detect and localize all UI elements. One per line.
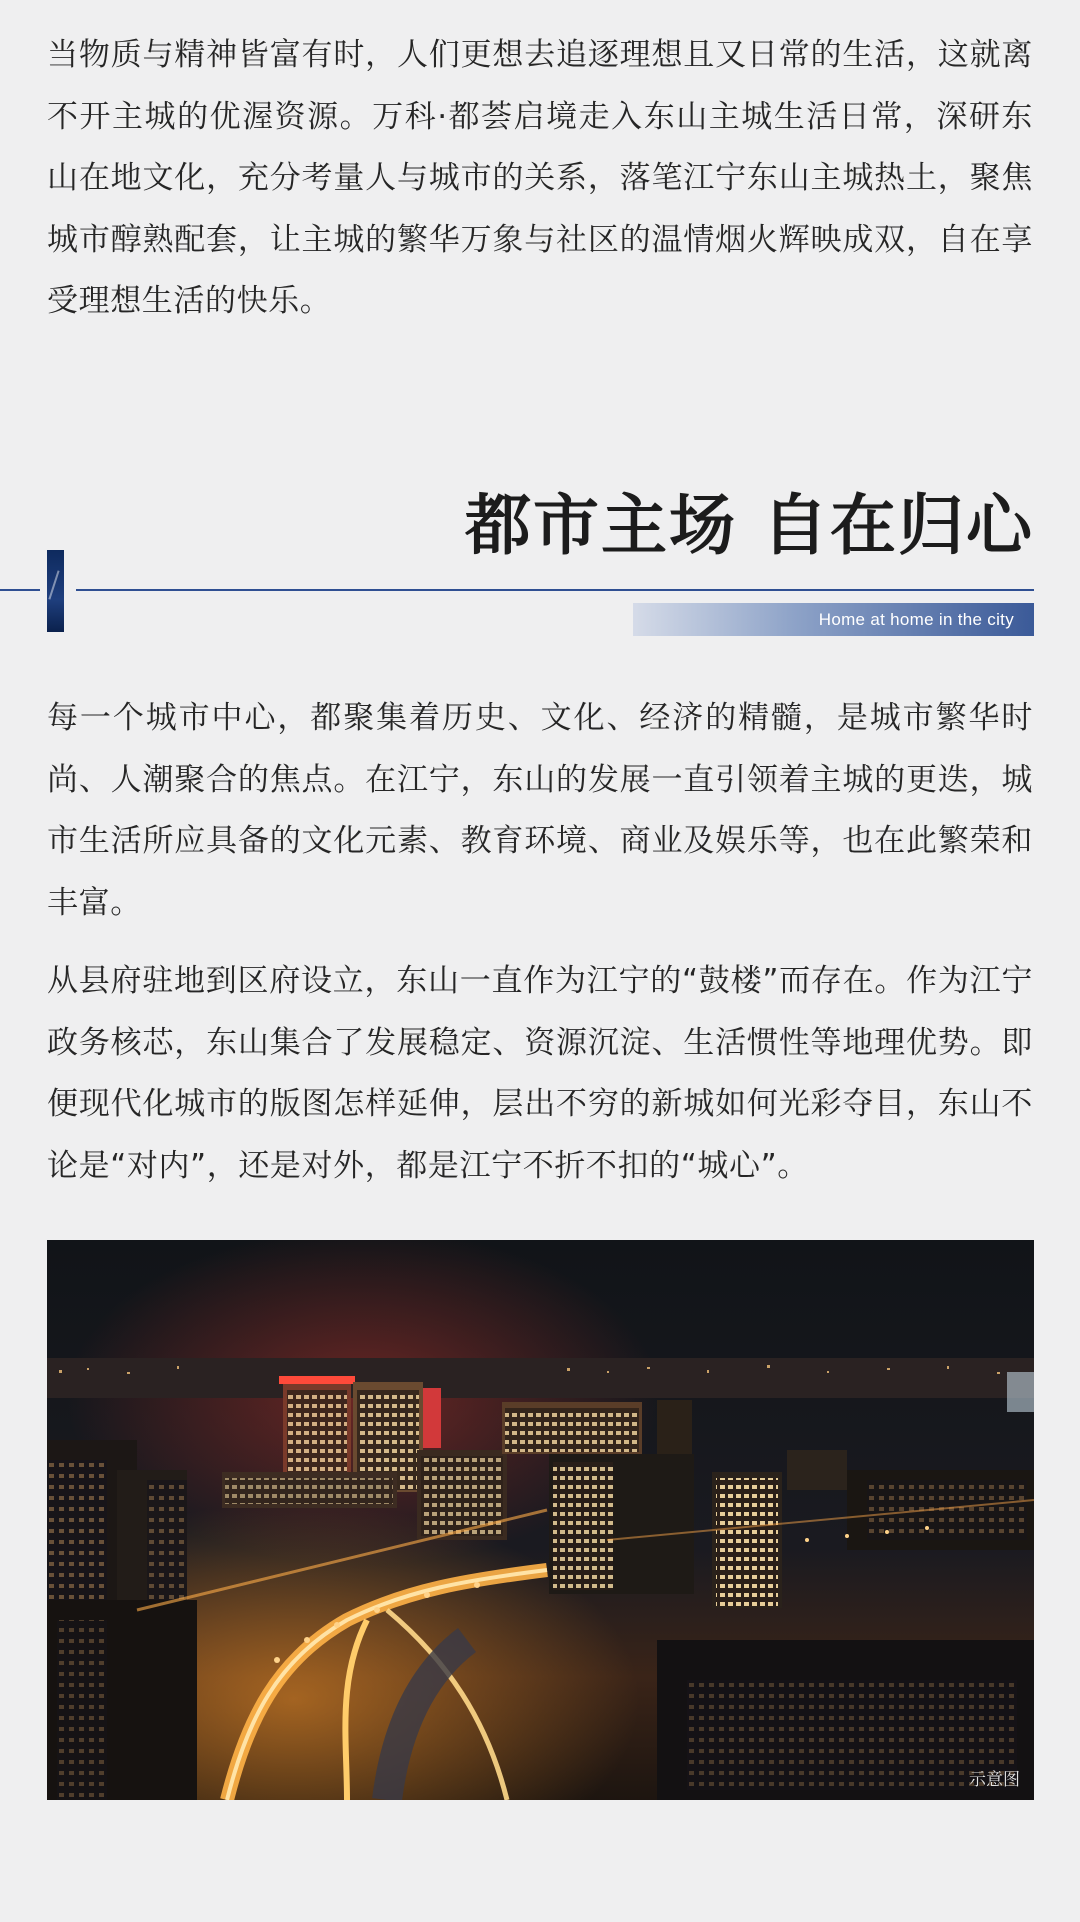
section-subtitle: Home at home in the city	[818, 610, 1014, 629]
photo-caption: 示意图	[969, 1770, 1020, 1789]
body-paragraph-1: 每一个城市中心，都聚集着历史、文化、经济的精髓，是城市繁华时尚、人潮聚合的焦点。在江宁，东山的发展一直引领着主城的更迭，城市生活所应具备的文化元素、教育环境、商业及娱乐等，也在此繁荣和丰富。	[47, 700, 1033, 921]
section-title: 都市主场 自在归心	[465, 486, 1034, 564]
body-paragraph-2: 从县府驻地到区府设立，东山一直作为江宁的“鼓楼”而存在。作为江宁政务核芯，东山集合了发展稳定、资源沉淀、生活惯性等地理优势。即便现代化城市的版图怎样延伸，层出不穷的新城如何光彩夺目，东山不论是“对内”，还是对外，都是江宁不折不扣的“城心”。	[47, 963, 1033, 1184]
divider-left	[0, 589, 40, 591]
section-marker	[47, 550, 64, 632]
intro-paragraph: 当物质与精神皆富有时，人们更想去追逐理想且又日常的生活，这就离不开主城的优渥资源。万科·都荟启境走入东山主城生活日常，深研东山在地文化，充分考量人与城市的关系，落笔江宁东山主城热土，聚焦城市醇熟配套，让主城的繁华万象与社区的温情烟火辉映成双，自在享受理想生活的快乐。	[47, 37, 1033, 319]
city-night-photo	[47, 1240, 1034, 1800]
subtitle-band	[633, 603, 1034, 636]
divider-line	[76, 589, 1034, 591]
